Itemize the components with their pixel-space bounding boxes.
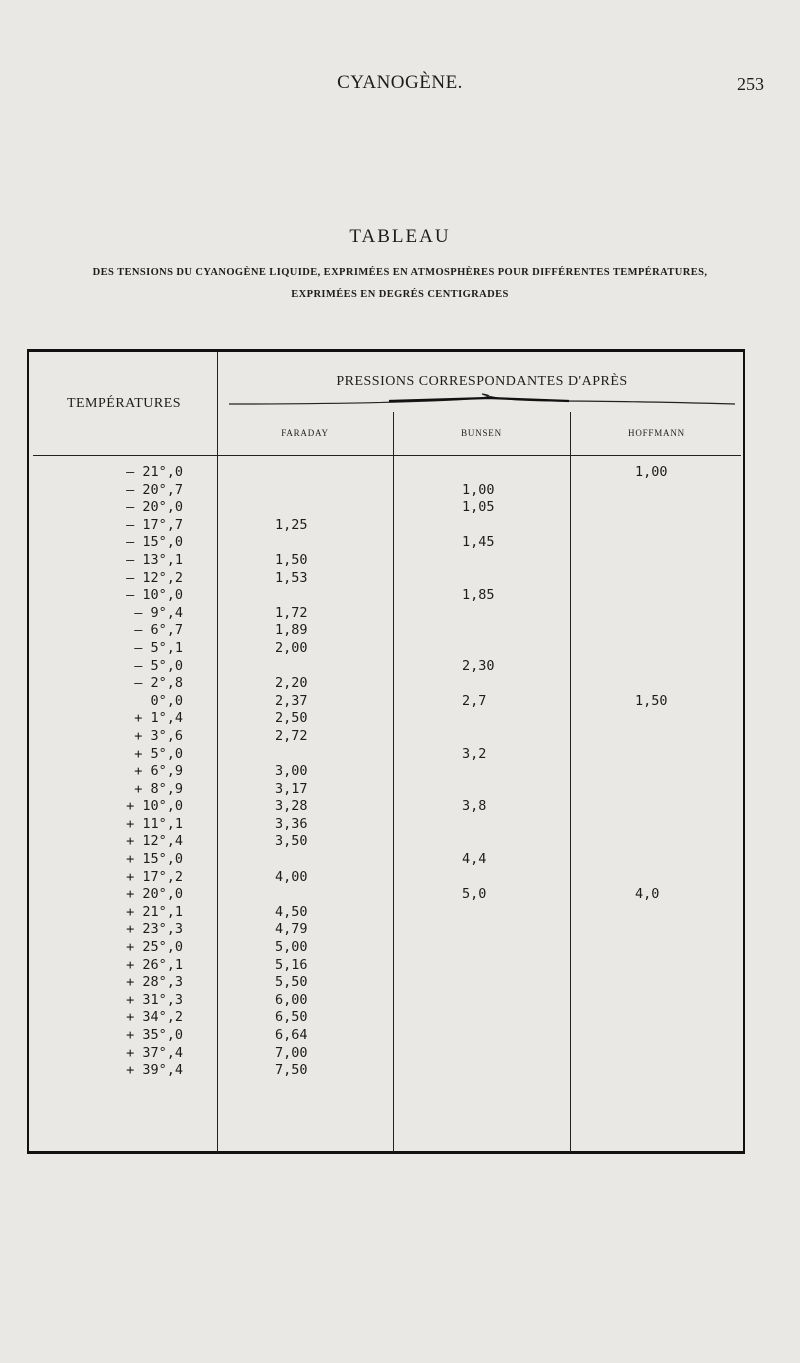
faraday-cell: 2,37 — [275, 692, 308, 709]
table-row — [29, 921, 743, 939]
table-row — [29, 517, 743, 535]
pressure-table — [27, 349, 745, 1154]
temperature-cell: + 1°,4 — [134, 710, 183, 727]
table-row — [29, 904, 743, 922]
temperature-cell: — 21°,0 — [126, 464, 183, 480]
table-row — [29, 728, 743, 746]
table-title: TABLEAU — [349, 226, 451, 247]
bunsen-cell: 1,45 — [462, 534, 495, 551]
faraday-cell: 2,72 — [275, 727, 308, 744]
table-row — [29, 833, 743, 851]
faraday-cell: 5,00 — [275, 939, 308, 956]
faraday-cell: 7,00 — [275, 1044, 308, 1061]
faraday-cell: 5,50 — [275, 974, 308, 991]
temperature-cell: + 34°,2 — [126, 1009, 183, 1026]
table-row — [29, 693, 743, 711]
faraday-cell: 4,00 — [275, 868, 308, 885]
table-subtitle-line-1: DES TENSIONS DU CYANOGÈNE LIQUIDE, EXPRIMÉES EN ATMOSPHÈRES POUR DIFFÉRENTES TEMPÉRATURES, — [92, 267, 708, 278]
table-row — [29, 640, 743, 658]
table-row — [29, 482, 743, 500]
temperature-cell: — 5°,1 — [134, 639, 183, 656]
temperature-cell: + 15°,0 — [126, 851, 183, 868]
temperature-cell: + 25°,0 — [126, 939, 183, 956]
table-row — [29, 710, 743, 728]
faraday-cell: 1,25 — [275, 516, 308, 533]
header-temperatures: TEMPÉRATURES — [66, 396, 182, 411]
temperature-cell: + 23°,3 — [126, 921, 183, 938]
temperature-cell: + 20°,0 — [126, 886, 183, 903]
table-row — [29, 605, 743, 623]
table-row — [29, 939, 743, 957]
header-bunsen: BUNSEN — [461, 428, 502, 438]
temperature-cell: + 8°,9 — [134, 780, 183, 797]
table-row — [29, 587, 743, 605]
header-brace — [229, 392, 735, 408]
table-row — [29, 534, 743, 552]
temperature-cell: — 20°,7 — [126, 481, 183, 498]
bunsen-cell: 1,05 — [462, 499, 495, 516]
temperature-cell: — 5°,0 — [134, 657, 183, 674]
table-row — [29, 746, 743, 764]
temperature-cell: — 17°,7 — [126, 516, 183, 533]
header-faraday: FARADAY — [281, 428, 329, 438]
bunsen-cell: 2,30 — [462, 657, 495, 674]
page-number: 253 — [737, 74, 764, 94]
faraday-cell: 3,50 — [275, 833, 308, 850]
temperature-cell: — 2°,8 — [134, 675, 183, 692]
table-row — [29, 1009, 743, 1027]
temperature-cell: — 20°,0 — [126, 499, 183, 516]
faraday-cell: 1,72 — [275, 604, 308, 621]
table-row — [29, 957, 743, 975]
table-row — [29, 1062, 743, 1080]
table-row — [29, 1045, 743, 1063]
hoffmann-cell: 1,00 — [635, 464, 668, 480]
faraday-cell: 3,36 — [275, 815, 308, 832]
temperature-cell: + 35°,0 — [126, 1027, 183, 1043]
faraday-cell: 5,16 — [275, 956, 308, 973]
temperature-cell: + 21°,1 — [126, 903, 183, 920]
table-row — [29, 798, 743, 816]
temperature-cell: + 31°,3 — [126, 991, 183, 1008]
table-row — [29, 992, 743, 1010]
faraday-cell: 3,17 — [275, 780, 308, 797]
faraday-cell: 1,89 — [275, 622, 308, 639]
table-row — [29, 851, 743, 869]
temperature-cell: + 5°,0 — [134, 745, 183, 762]
temperature-cell: + 28°,3 — [126, 974, 183, 991]
temperature-cell: + 12°,4 — [126, 833, 183, 850]
faraday-cell: 6,64 — [275, 1027, 308, 1043]
faraday-cell: 4,79 — [275, 921, 308, 938]
faraday-cell: 3,28 — [275, 798, 308, 815]
table-row — [29, 552, 743, 570]
faraday-cell: 3,00 — [275, 763, 308, 780]
faraday-cell: 2,20 — [275, 675, 308, 692]
temperature-cell: — 10°,0 — [126, 587, 183, 604]
table-subtitle-line-2: EXPRIMÉES EN DEGRÉS CENTIGRADES — [291, 289, 509, 300]
table-subtitle — [20, 262, 780, 306]
temperature-cell: + 26°,1 — [126, 956, 183, 973]
running-title: CYANOGÈNE. — [337, 72, 463, 93]
table-row — [29, 816, 743, 834]
temperature-cell: 0°,0 — [150, 692, 183, 709]
table-row — [29, 763, 743, 781]
hoffmann-cell: 4,0 — [635, 886, 660, 903]
temperature-cell: + 10°,0 — [126, 798, 183, 815]
bunsen-cell: 3,2 — [462, 745, 487, 762]
bunsen-cell: 1,00 — [462, 481, 495, 498]
temperature-cell: + 3°,6 — [134, 727, 183, 744]
header-hoffmann: HOFFMANN — [628, 428, 685, 438]
hoffmann-cell: 1,50 — [635, 692, 668, 709]
table-body — [29, 464, 743, 1080]
temperature-cell: — 6°,7 — [134, 622, 183, 639]
table-row — [29, 658, 743, 676]
temperature-cell: + 37°,4 — [126, 1044, 183, 1061]
faraday-cell: 2,50 — [275, 710, 308, 727]
header-rule — [33, 455, 741, 456]
temperature-cell: + 11°,1 — [126, 815, 183, 832]
temperature-cell: + 6°,9 — [134, 763, 183, 780]
temperature-cell: — 15°,0 — [126, 534, 183, 551]
table-row — [29, 1027, 743, 1045]
faraday-cell: 6,50 — [275, 1009, 308, 1026]
temperature-cell: — 12°,2 — [126, 569, 183, 586]
temperature-cell: + 17°,2 — [126, 868, 183, 885]
table-row — [29, 675, 743, 693]
table-row — [29, 464, 743, 482]
faraday-cell: 4,50 — [275, 903, 308, 920]
faraday-cell: 1,50 — [275, 551, 308, 568]
table-row — [29, 781, 743, 799]
faraday-cell: 6,00 — [275, 991, 308, 1008]
faraday-cell: 2,00 — [275, 639, 308, 656]
table-row — [29, 499, 743, 517]
faraday-cell: 7,50 — [275, 1062, 308, 1079]
bunsen-cell: 5,0 — [462, 886, 487, 903]
bunsen-cell: 3,8 — [462, 798, 487, 815]
table-row — [29, 869, 743, 887]
faraday-cell: 1,53 — [275, 569, 308, 586]
table-row — [29, 974, 743, 992]
bunsen-cell: 4,4 — [462, 851, 487, 868]
temperature-cell: + 39°,4 — [126, 1062, 183, 1079]
table-row — [29, 886, 743, 904]
temperature-cell: — 9°,4 — [134, 604, 183, 621]
header-pressions: PRESSIONS CORRESPONDANTES D'APRÈS — [336, 374, 628, 389]
table-row — [29, 570, 743, 588]
bunsen-cell: 2,7 — [462, 692, 487, 709]
temperature-cell: — 13°,1 — [126, 551, 183, 568]
bunsen-cell: 1,85 — [462, 587, 495, 604]
table-row — [29, 622, 743, 640]
